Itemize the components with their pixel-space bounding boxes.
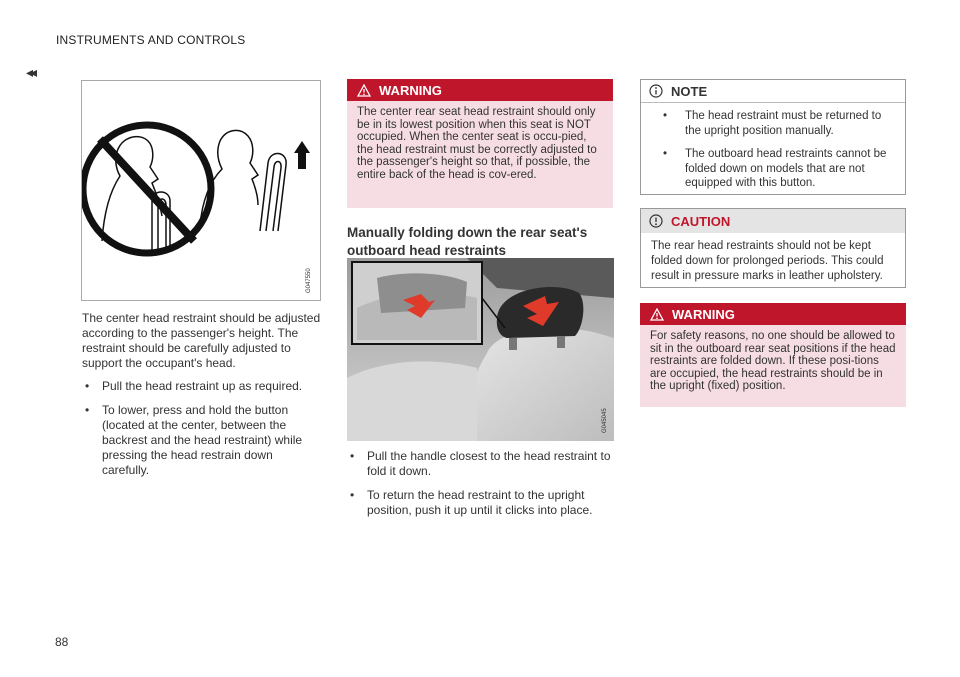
warning-header: [347, 79, 613, 101]
section-title: Manually folding down the rear seat's outboard head restraints: [347, 225, 588, 258]
caution-icon: [649, 214, 663, 228]
section-header: INSTRUMENTS AND CONTROLS: [56, 33, 246, 47]
list-item: • To return the head restraint to the upright position, push it up until it clicks into place.: [350, 488, 593, 517]
middle-column: [347, 449, 614, 518]
caution-header: [641, 209, 905, 233]
note-header: [641, 80, 905, 103]
figure-code: G047550: [306, 268, 312, 293]
previous-page-chevron-icon[interactable]: ◂◂: [26, 64, 35, 80]
warning-box-center-seat: [347, 79, 613, 208]
warning-title: WARNING: [672, 306, 735, 322]
warning-title: WARNING: [379, 82, 442, 98]
warning-header: [640, 303, 906, 325]
warning-triangle-icon: [357, 84, 371, 97]
warning-triangle-icon: [650, 308, 664, 321]
figure-code: G045045: [602, 408, 608, 433]
warning-text: For safety reasons, no one should be allowed to sit in the outboard rear seat positions if the head restraints are folded down. If these posi-tions are occupied, the head restraints should be in the upright (fixed) position.: [650, 330, 896, 392]
list-item: • To lower, press and hold the button (located at the center, between the backrest and the head restraint) while pressing the head restrain down carefully.: [85, 403, 303, 477]
rear-seat-head-restraint-photo: [347, 258, 614, 441]
caution-box: [640, 208, 906, 288]
note-text: [641, 103, 905, 199]
warning-box-outboard-seats: [640, 303, 906, 407]
warning-text: The center rear seat head restraint should only be in its lowest position when this seat is NOT occupied. When the center seat is occu-pied, the head restraint must be correctly adjusted to the passenger's height so that, if possible, the entire back of the head is cov-ered.: [357, 106, 597, 181]
caution-title: CAUTION: [671, 213, 731, 229]
list-item: • Pull the head restraint up as required.: [85, 379, 303, 393]
page-number: 88: [55, 635, 69, 649]
note-box: [640, 79, 906, 195]
intro-paragraph: The center head restraint should be adjusted according to the passenger's height. The restraint should be carefully adjusted to support the occupant's head.: [82, 311, 321, 370]
info-icon: [649, 84, 663, 98]
no-lean-on-restraint-illustration: [82, 81, 320, 300]
caution-text: The rear head restraints should not be kept folded down for prolonged periods. This could result in pressure marks in leather upholstery.: [651, 240, 884, 282]
list-item: • Pull the handle closest to the head restraint to fold it down.: [350, 449, 611, 478]
figure-head-restraint-illustration: [81, 80, 321, 301]
note-title: NOTE: [671, 83, 708, 99]
list-item: • The head restraint must be returned to the upright position manually.: [663, 110, 882, 137]
left-column: [82, 311, 322, 478]
figure-rear-seat-photo: [347, 258, 614, 441]
list-item: • The outboard head restraints cannot be folded down on models that are not equipped with this button.: [663, 148, 887, 189]
